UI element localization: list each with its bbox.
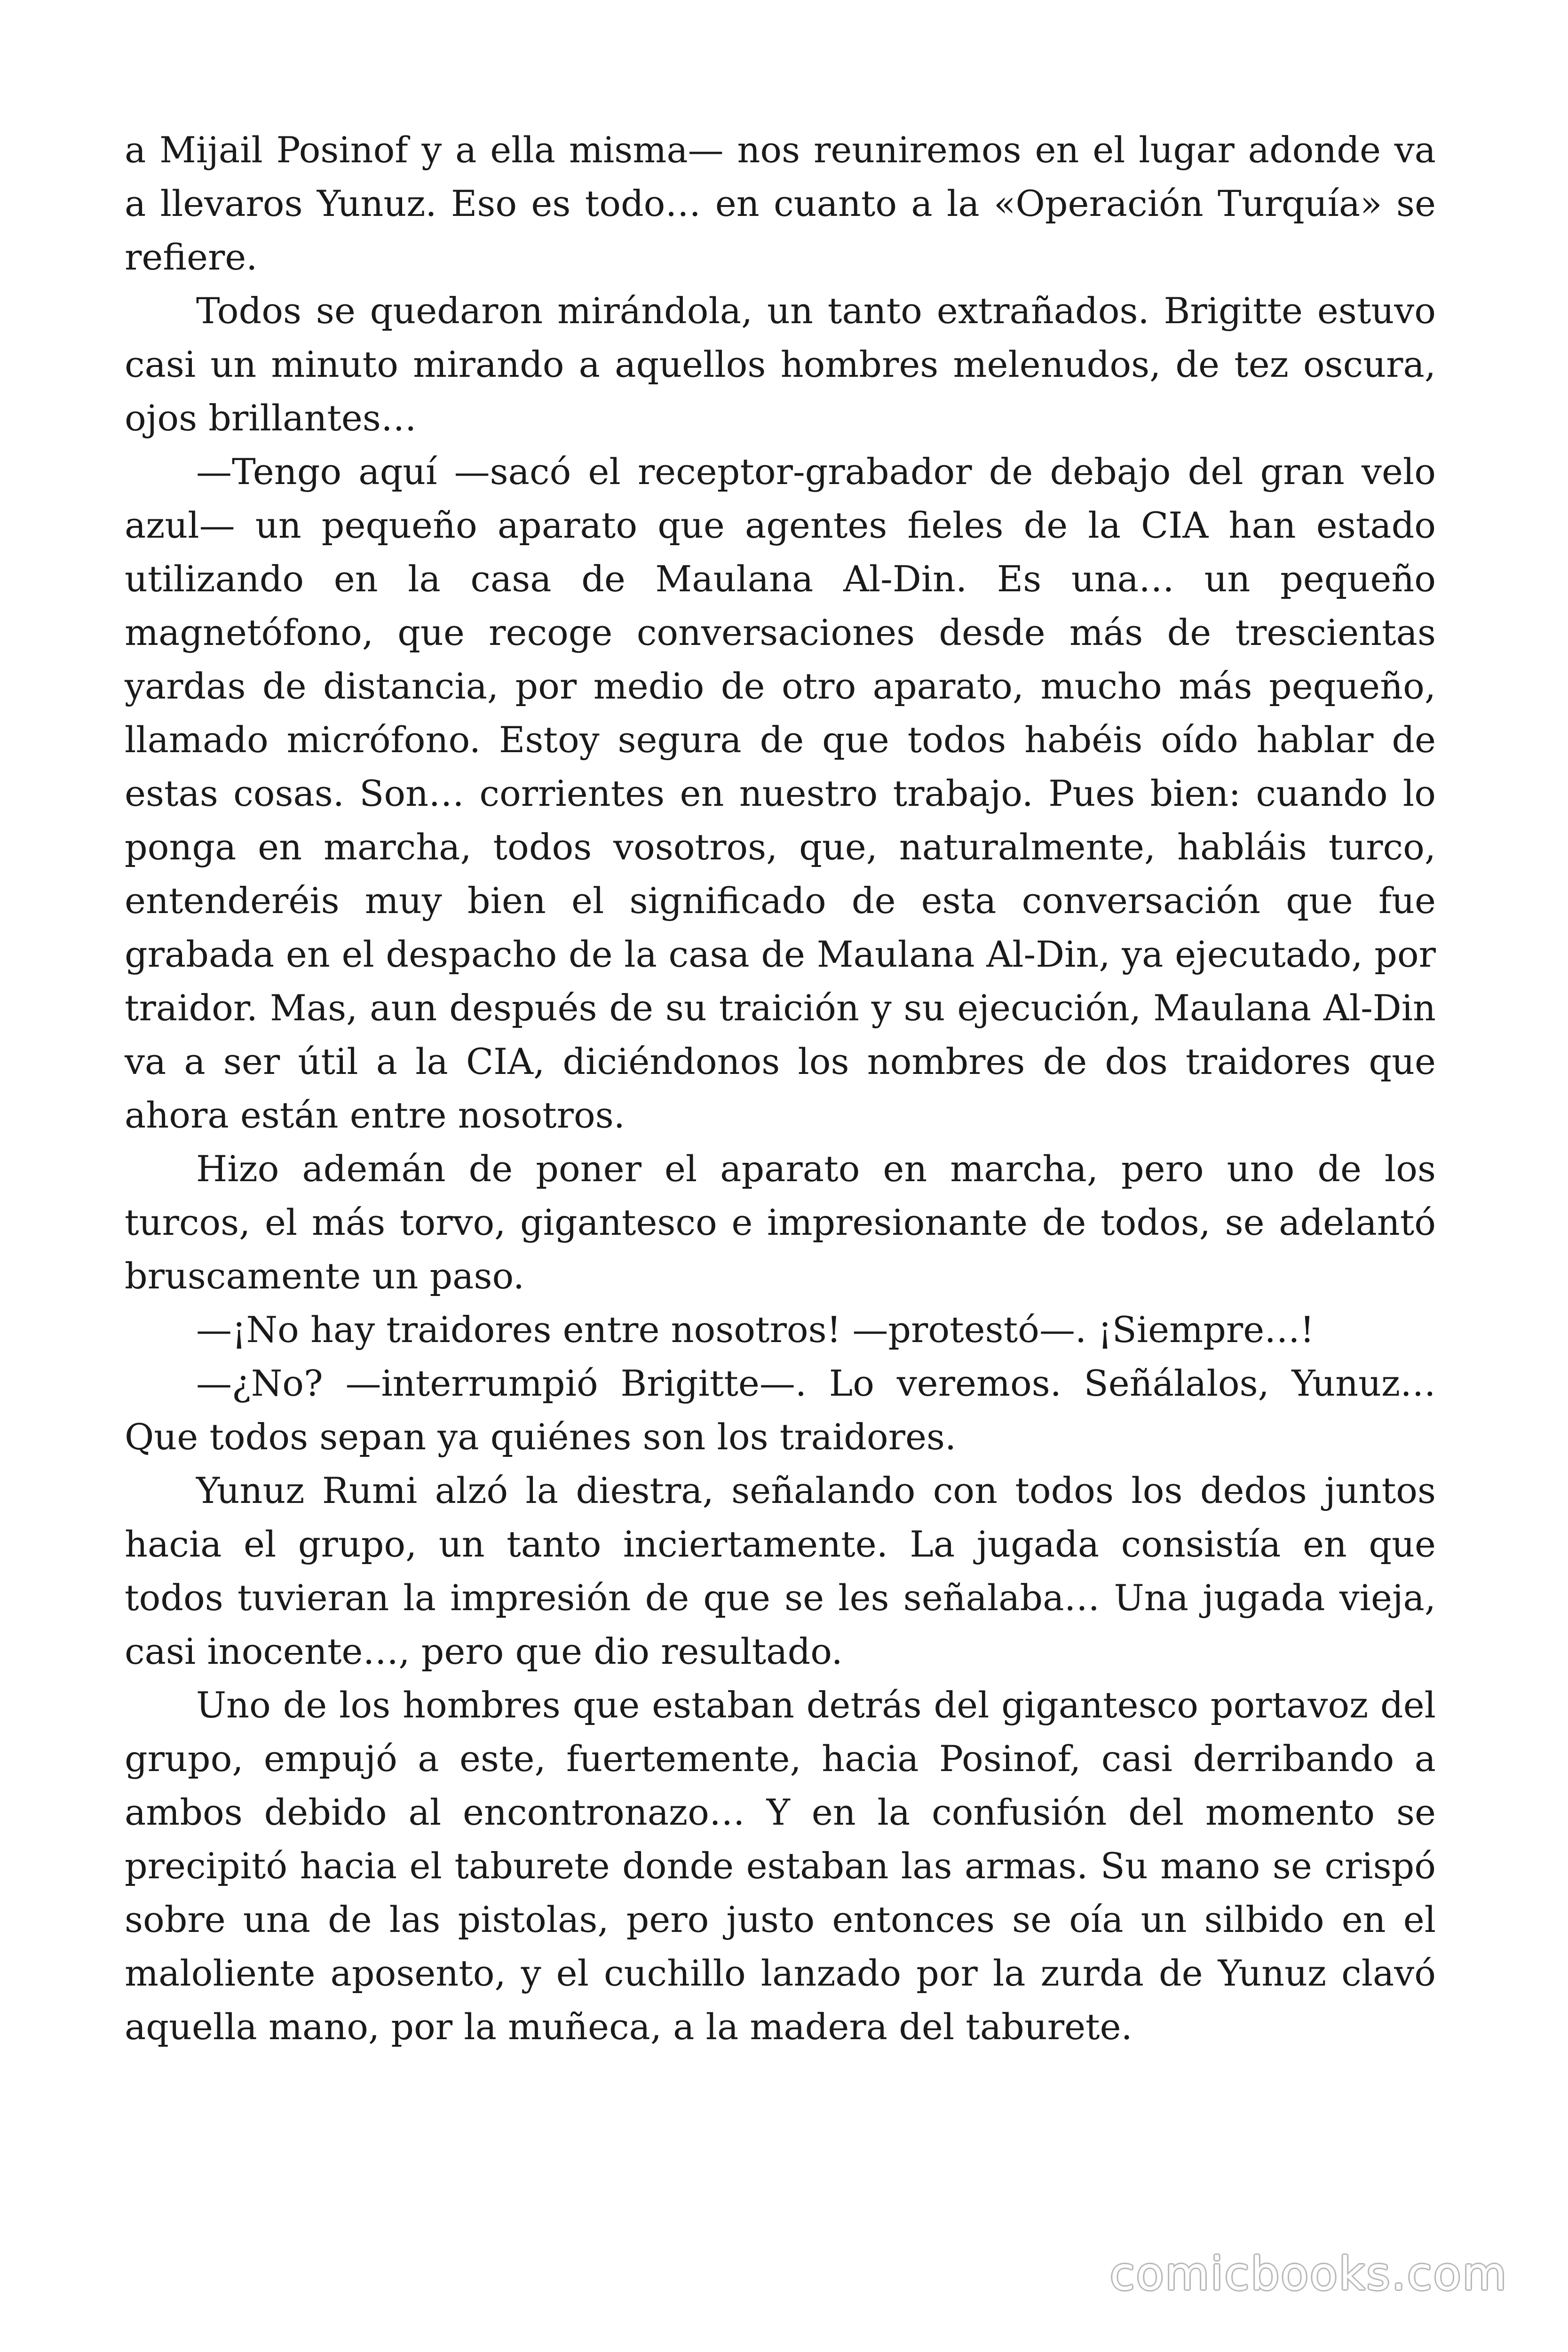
paragraph-2: Todos se quedaron mirándola, un tanto extrañados. Brigitte estuvo casi un minuto mirando a aquellos hombres melenudos, de tez oscura, ojos brillantes…: [125, 290, 1436, 439]
watermark: comicbooks.com: [1109, 2248, 1508, 2300]
paragraph-8: Uno de los hombres que estaban detrás del gigantesco portavoz del grupo, empujó a este, fuertemente, hacia Posinof, casi derribando a ambos debido al encontronazo… Y en la confusión del momento se precipitó hacia el taburete donde estaban las armas. Su mano se crispó sobre una de las pistolas, pero justo entonces se oía un silbido en el maloliente aposento, y el cuchillo lanzado por la zurda de Yunuz clavó aquella mano, por la muñeca, a la madera del taburete.: [125, 1684, 1436, 2048]
paragraph-5: —¡No hay traidores entre nosotros! —protestó—. ¡Siempre…!: [196, 1309, 1315, 1351]
paragraph-1: a Mijail Posinof y a ella misma— nos reuniremos en el lugar adonde va a llevaros Yunuz. Eso es todo… en cuanto a la «Operación Turquía» se refiere.: [125, 129, 1436, 278]
paragraph-4: Hizo ademán de poner el aparato en marcha, pero uno de los turcos, el más torvo, gigantesco e impresionante de todos, se adelantó bruscamente un paso.: [125, 1148, 1436, 1297]
paragraph-6: —¿No? —interrumpió Brigitte—. Lo veremos. Señálalos, Yunuz… Que todos sepan ya quiénes son los traidores.: [125, 1362, 1436, 1458]
paragraph-7: Yunuz Rumi alzó la diestra, señalando con todos los dedos juntos hacia el grupo, un tanto inciertamente. La jugada consistía en que todos tuvieran la impresión de que se les señalaba… Una jugada vieja, casi inocente…, pero que dio resultado.: [125, 1470, 1436, 1672]
paragraph-3: —Tengo aquí —sacó el receptor-grabador de debajo del gran velo azul— un pequeño aparato que agentes fieles de la CIA han estado utilizando en la casa de Maulana Al-Din. Es una… un pequeño magnetófono, que recoge conversaciones desde más de trescientas yardas de distancia, por medio de otro aparato, mucho más pequeño, llamado micrófono. Estoy segura de que todos habéis oído hablar de estas cosas. Son… corrientes en nuestro trabajo. Pues bien: cuando lo ponga en marcha, todos vosotros, que, naturalmente, habláis turco, entenderéis muy bien el significado de esta conversación que fue grabada en el despacho de la casa de Maulana Al-Din, ya ejecutado, por traidor. Mas, aun después de su traición y su ejecución, Maulana Al-Din va a ser útil a la CIA, diciéndonos los nombres de dos traidores que ahora están entre nosotros.: [125, 451, 1436, 1136]
page-body: [125, 123, 1436, 2054]
